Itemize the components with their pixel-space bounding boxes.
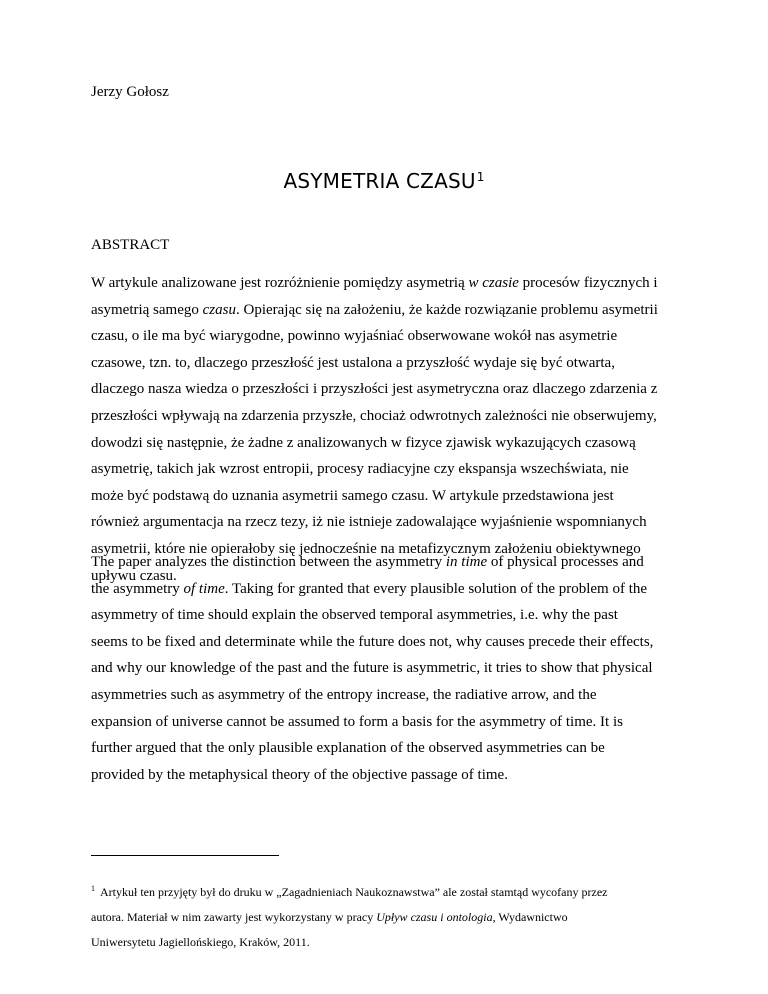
footnote-separator [91,855,279,856]
italic-text: of time [183,580,225,597]
text-line: $^1$ Artykuł ten przyjęty był do druku w „Zagadnieniach Naukoznawstwa” ale został stamtąd wycofany przez [91,884,608,899]
text-line: dowodzi się następnie, że żadne z analizowanych w fizyce zjawisk wykazujących czasową [91,434,636,451]
author-name: Jerzy Gołosz [91,84,169,100]
text-line: również argumentacja na rzecz tezy, iż nie istnieje zadowalające wyjaśnienie wspomnianych [91,514,647,531]
abstract-heading: ABSTRACT [91,237,170,253]
italic-text: in time [445,554,488,570]
text-line: asymmetries such as asymmetry of the entropy increase, the radiative arrow, and the [91,686,597,703]
text-line: Uniwersytetu Jagiellońskiego, Kraków, 2011. [91,935,310,949]
text-line: provided by the metaphysical theory of the objective passage of time. [91,766,508,783]
text-line: dlaczego nasza wiedza o przeszłości i przyszłości jest asymetryczna oraz dlaczego zdarzenia z [91,381,658,398]
footnote [91,876,691,955]
text-line: and why our knowledge of the past and the future is asymmetric, it tries to show that physical [91,660,653,677]
text-line: further argued that the only plausible explanation of the observed asymmetries can be [91,740,605,757]
title-text: ASYMETRIA CZASU [283,169,476,193]
abstract-polish-paragraph [91,270,691,589]
text-line: czasu, o ile ma być wiarygodne, powinno wyjaśniać obserwowane wokół nas asymetrie [91,328,618,345]
text-line: może być podstawą do uznania asymetrii samego czasu. W artykule przedstawiona jest [91,487,614,504]
text-line: seems to be fixed and determinate while the future does not, why causes precede their effects, [91,633,654,650]
text-line: upływu czasu. [91,567,177,584]
text-line: The paper analyzes the distinction between the asymmetry in time of physical processes and [91,554,644,570]
text-line: autora. Materiał w nim zawarty jest wykorzystany w pracy Upływ czasu i ontologia, Wydawnictwo [91,910,568,924]
page-title [0,164,768,194]
text-line: W artykule analizowane jest rozróżnienie pomiędzy asymetrią w czasie procesów fizycznych i [91,275,658,291]
text-line: asymetrię, takich jak wzrost entropii, procesy radiacyjne czy ekspansja wszechświata, nie [91,461,629,478]
footnote-body [91,876,691,955]
italic-text: Upływ czasu i ontologia [376,910,493,924]
italic-text: czasu [202,301,236,318]
abstract-english-paragraph [91,549,691,788]
text-line: przeszłości wpływają na zdarzenia przyszłe, chociaż odwrotnych zależności nie obserwujemy, [91,407,657,424]
text-line: expansion of universe cannot be assumed to form a basis for the asymmetry of time. It is [91,713,623,730]
text-line: czasowe, tzn. to, dlaczego przeszłość jest ustalona a przyszłość wydaje się być otwarta, [91,354,615,371]
italic-text: w czasie [468,275,519,291]
text-line: asymetrią samego czasu. Opierając się na założeniu, że każde rozwiązanie problemu asymetrii [91,301,658,318]
footnote-marker: 1 [91,884,95,893]
title-footnote-marker: 1 [476,170,485,184]
text-line: asymmetry of time should explain the observed temporal asymmetries, i.e. why the past [91,607,618,624]
text-line: asymetrii, które nie opierałoby się jednocześnie na metafizycznym założeniu obiektywnego [91,540,641,557]
text-line: the asymmetry of time. Taking for granted that every plausible solution of the problem of the [91,580,648,597]
